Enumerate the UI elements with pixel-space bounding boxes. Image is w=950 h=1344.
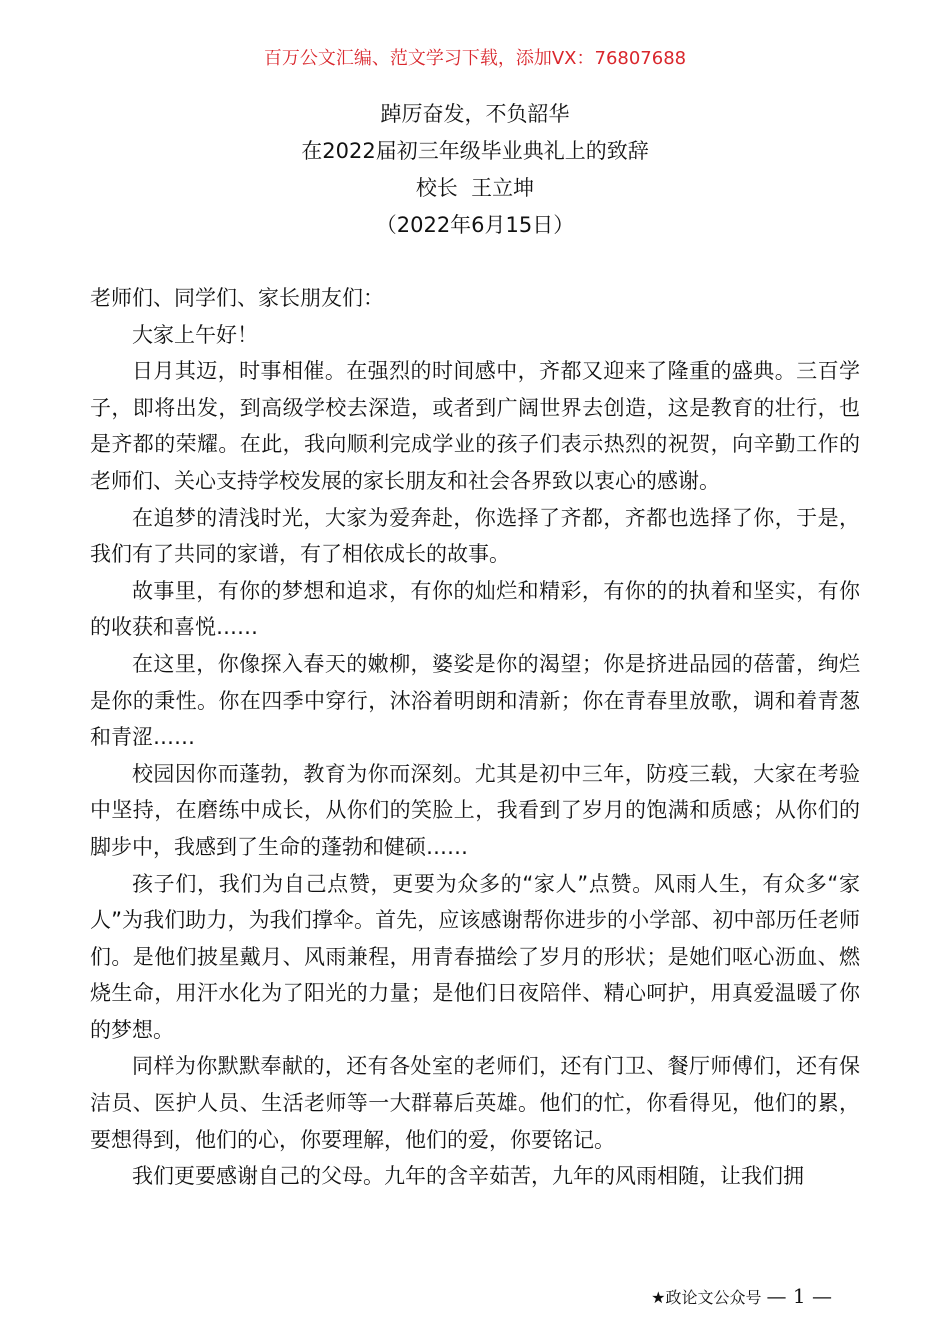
document-author: 校长 王立坤 [415, 176, 535, 200]
document-date: （2022年6月15日） [375, 213, 575, 237]
paragraph: 同样为你默默奉献的，还有各处室的老师们，还有门卫、餐厅师傅们，还有保洁员、医护人员、生活老师等一大群幕后英雄。他们的忙，你看得见，他们的累，要想得到，他们的心，你要理解，他们的爱，你要铭记。 [90, 1054, 860, 1152]
paragraph-greeting: 大家上午好！ [132, 322, 258, 347]
footer-source: ★政论文公众号 [651, 1288, 762, 1307]
document-subtitle: 在2022届初三年级毕业典礼上的致辞 [301, 139, 649, 163]
paragraph: 故事里，有你的梦想和追求，有你的灿烂和精彩，有你的的执着和坚实，有你的收获和喜悦…… [90, 578, 860, 640]
page-number: — 1 — [766, 1284, 832, 1308]
document-header [0, 96, 950, 244]
paragraph: 日月其迈，时事相催。在强烈的时间感中，齐都又迎来了隆重的盛典。三百学子，即将出发，到高级学校去深造，或者到广阔世界去创造，这是教育的壮行，也是齐都的荣耀。在此，我向顺利完成学业的孩子们表示热烈的祝贺，向辛勤工作的老师们、关心支持学校发展的家长朋友和社会各界致以衷心的感谢。 [90, 359, 860, 493]
paragraph: 孩子们，我们为自己点赞，更要为众多的“家人”点赞。风雨人生，有众多“家人”为我们助力，为我们撑伞。首先，应该感谢帮你进步的小学部、初中部历任老师们。是他们披星戴月、风雨兼程，用青春描绘了岁月的形状；是她们呕心沥血、燃烧生命，用汗水化为了阳光的力量；是他们日夜陪伴、精心呵护，用真爱温暖了你的梦想。 [90, 871, 860, 1042]
document-title: 踔厉奋发，不负韶华 [380, 102, 570, 126]
page-footer [651, 1283, 832, 1311]
paragraph: 在追梦的清浅时光，大家为爱奔赴，你选择了齐都，齐都也选择了你，于是，我们有了共同的家谱，有了相依成长的故事。 [90, 505, 860, 567]
document-body [90, 280, 860, 1195]
paragraph: 我们更要感谢自己的父母。九年的含辛茹苦，九年的风雨相随，让我们拥 [132, 1164, 804, 1189]
paragraph: 校园因你而蓬勃，教育为你而深刻。尤其是初中三年，防疫三载，大家在考验中坚持，在磨练中成长，从你们的笑脸上，我看到了岁月的饱满和质感；从你们的脚步中，我感到了生命的蓬勃和健硕…… [90, 761, 860, 859]
paragraph: 在这里，你像探入春天的嫩柳，婆娑是你的渴望；你是挤进品园的蓓蕾，绚烂是你的秉性。你在四季中穿行，沐浴着明朗和清新；你在青春里放歌，调和着青葱和青涩…… [90, 651, 860, 750]
salutation: 老师们、同学们、家长朋友们： [90, 286, 384, 310]
watermark-banner: 百万公文汇编、范文学习下载，添加VX：76807688 [263, 48, 687, 69]
